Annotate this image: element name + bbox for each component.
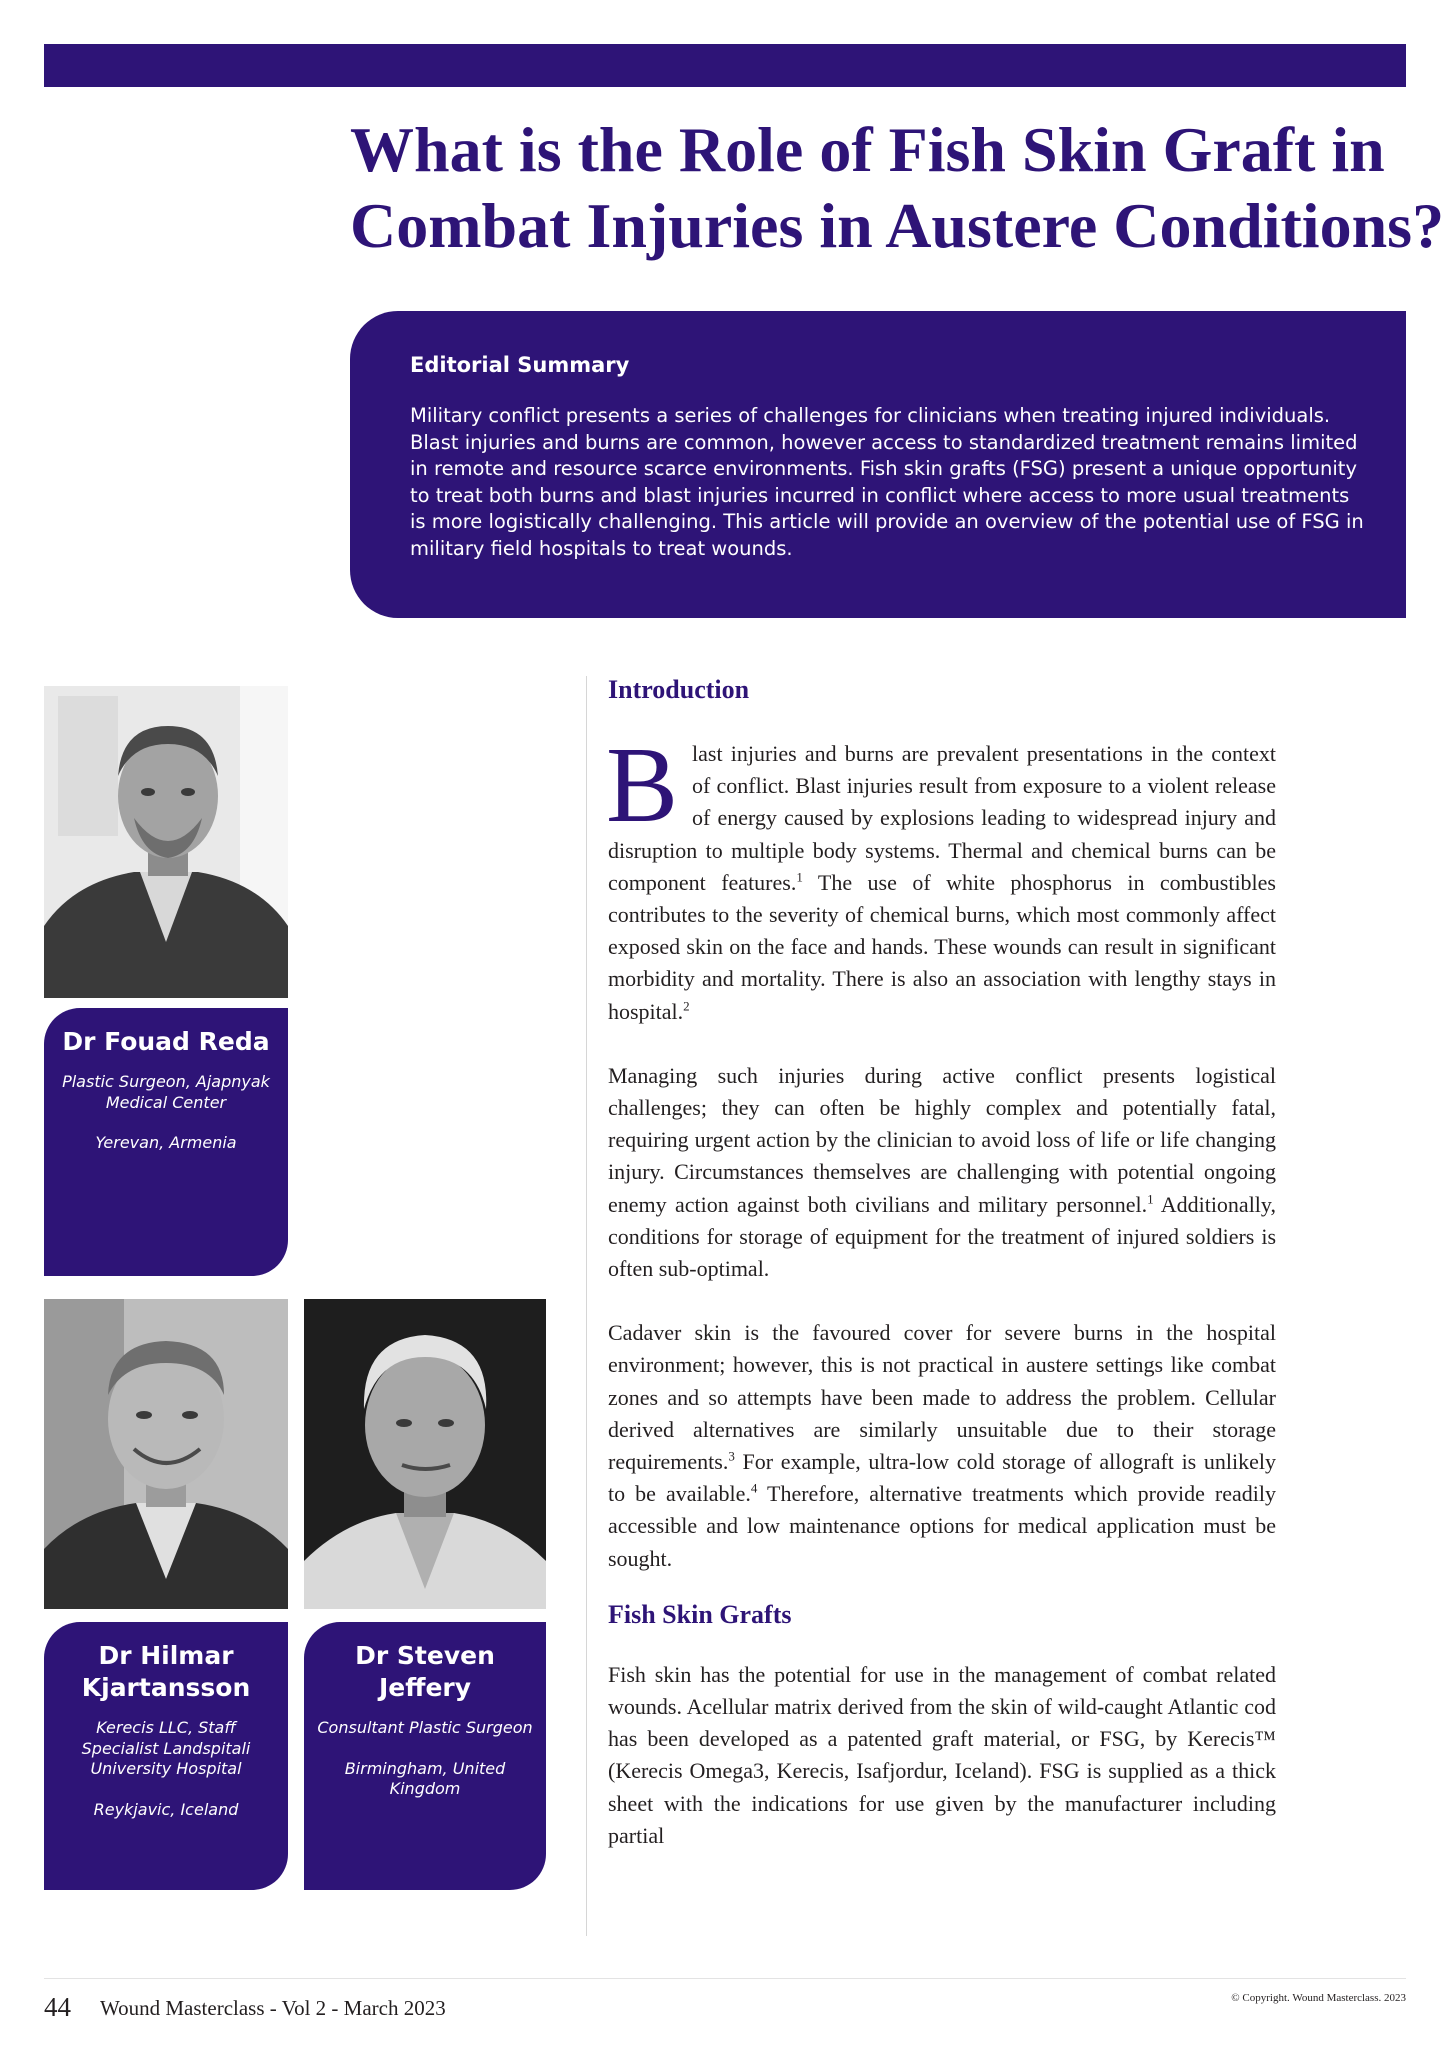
author-name: Dr Steven Jeffery [355, 1641, 495, 1702]
paragraph-2 [608, 1060, 1276, 1285]
reference-mark: 4 [750, 1480, 758, 1496]
author-role: Plastic Surgeon, Ajapnyak Medical Center [62, 1072, 270, 1112]
reference-mark: 2 [683, 998, 690, 1014]
author-location: Birmingham, United Kingdom [344, 1758, 506, 1798]
paragraph-text: Cadaver skin is the favoured cover for severe burns in the hospital environment; however, this is not practical in austere settings like combat zones and so attempts have been made to address the problem. Cellular derived alternatives are similarly unsuitable due to their storage requirements. [608, 1320, 1276, 1475]
section-heading-introduction: Introduction [608, 675, 750, 704]
author-card-steven-jeffery [304, 1622, 546, 1890]
reference-mark: 1 [1147, 1191, 1154, 1207]
paragraph-text: For example, ultra-low cold storage of allograft is unlikely to be available. [608, 1449, 1276, 1507]
author-location: Reykjavic, Iceland [93, 1799, 239, 1819]
paragraph-text: Additionally, conditions for storage of equipment for the treatment of injured soldiers is often sub-optimal. [608, 1191, 1276, 1282]
author-photo-hilmar-kjartansson [44, 1299, 288, 1609]
journal-citation: Wound Masterclass - Vol 2 - March 2023 [100, 1996, 446, 2020]
article-body [608, 672, 1276, 1852]
author-photo-fouad-reda [44, 686, 288, 998]
author-photo-steven-jeffery [304, 1299, 546, 1609]
page-number: 44 [44, 1992, 71, 2022]
paragraph-3 [608, 1317, 1276, 1575]
copyright-notice: © Copyright. Wound Masterclass. 2023 [1231, 1992, 1406, 2004]
header-bar [44, 44, 1406, 87]
article-title [350, 112, 1445, 264]
summary-body: Military conflict presents a series of challenges for clinicians when treating injured individuals. Blast injuries and burns are common, however access to standardized treatment remains limited in remote and resource scarce environments. Fish skin grafts (FSG) present a unique opportunity to treat both burns and blast injuries incurred in conflict where access to more usual treatments is more logistically challenging. This article will provide an overview of the potential use of FSG in military field hospitals to treat wounds. [410, 404, 1364, 560]
author-name: Dr Fouad Reda [62, 1027, 270, 1056]
paragraph-4: Fish skin has the potential for use in the management of combat related wounds. Acellular matrix derived from the skin of wild-caught Atlantic cod has been developed as a patented graft material, or FSG, by Kerecis™ (Kerecis Omega3, Kerecis, Isafjordur, Iceland). FSG is supplied as a thick sheet with the indications for use given by the manufacturer including partial [608, 1661, 1276, 1848]
reference-mark: 1 [796, 869, 803, 885]
author-location: Yerevan, Armenia [95, 1133, 237, 1152]
title-line-2: Combat Injuries in Austere Conditions? [350, 190, 1445, 261]
column-divider [586, 676, 587, 1936]
author-name: Dr Hilmar Kjartansson [81, 1641, 251, 1702]
paragraph-text: Therefore, alternative treatments which provide readily accessible and low maintenance options for medical application must be sought. [608, 1481, 1276, 1571]
reference-mark: 3 [728, 1448, 735, 1464]
editorial-summary-box [350, 311, 1406, 618]
paragraph-1 [606, 726, 1276, 1028]
summary-heading: Editorial Summary [410, 353, 630, 377]
author-role: Consultant Plastic Surgeon [317, 1718, 533, 1737]
footer-rule [44, 1978, 1406, 1979]
paragraph-text: Managing such injuries during active conflict presents logistical challenges; they can often be highly complex and potentially fatal, requiring urgent action by the clinician to avoid loss of life or life changing injury. Circumstances themselves are challenging with potential ongoing enemy action against both civilians and military personnel. [608, 1062, 1276, 1217]
drop-cap: B [606, 726, 679, 845]
author-card-hilmar-kjartansson [44, 1622, 288, 1890]
title-line-1: What is the Role of Fish Skin Graft in [350, 114, 1385, 185]
section-heading-fish-skin-grafts: Fish Skin Grafts [608, 1599, 792, 1629]
paragraph-text: last injuries and burns are prevalent presentations in the context of conflict. Blast injuries result from exposure to a violent release of energy caused by explosions leading to widespread injury and disruption to multiple body systems. Thermal and chemical burns can be component features. [608, 741, 1276, 895]
author-card-fouad-reda [44, 1008, 288, 1276]
paragraph-text: The use of white phosphorus in combustibles contributes to the severity of chemical burns, which most commonly affect exposed skin on the face and hands. These wounds can result in significant morbidity and mortality. There is also an association with lengthy stays in hospital. [608, 869, 1276, 1024]
author-role: Kerecis LLC, Staff Specialist Landspitali University Hospital [81, 1718, 251, 1778]
